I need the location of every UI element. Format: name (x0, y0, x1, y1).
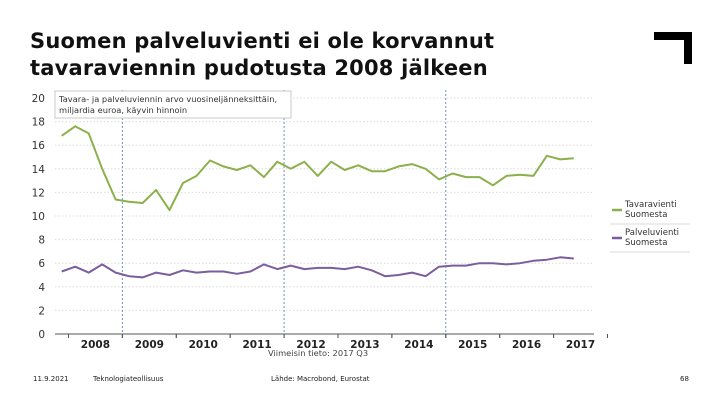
legend-label-line-2: Suomesta (625, 238, 668, 248)
y-tick-label: 16 (31, 140, 45, 153)
footer-date: 11.9.2021 (33, 375, 69, 383)
x-tick-label: 2013 (350, 339, 380, 351)
x-tick-label: 2008 (80, 339, 111, 351)
legend (610, 200, 690, 252)
chart-subtitle-box (55, 91, 291, 118)
y-tick-label: 10 (31, 211, 45, 223)
x-tick-label: 2017 (565, 339, 596, 351)
grid (55, 98, 594, 310)
footer-organization: Teknologiateollisuus (93, 375, 164, 383)
x-tick-label: 2012 (296, 339, 326, 351)
x-tick-label: 2010 (188, 339, 218, 351)
page-number: 68 (680, 375, 689, 383)
latest-data-note: Viimeisin tieto: 2017 Q3 (268, 348, 369, 358)
legend-label-line-2: Suomesta (625, 210, 668, 220)
x-tick-label: 2015 (458, 339, 488, 351)
y-tick-label: 12 (31, 187, 45, 200)
y-tick-label: 6 (38, 258, 45, 271)
y-tick-label: 0 (38, 329, 45, 341)
x-tick-label: 2011 (242, 339, 272, 351)
slide-title-line-2: tavaraviennin pudotusta 2008 jälkeen (30, 56, 488, 80)
y-tick-label: 8 (38, 234, 45, 247)
line-chart (0, 85, 720, 365)
series-line-tavaravienti (62, 126, 574, 210)
series (62, 126, 574, 277)
series-line-palveluvienti (62, 257, 574, 277)
legend-label-line-1: Tavaravienti (625, 200, 677, 210)
y-tick-label: 18 (31, 116, 45, 129)
year-separators (122, 90, 445, 334)
x-tick-label: 2014 (404, 339, 434, 351)
axes (32, 93, 608, 351)
brand-logo (654, 32, 692, 64)
y-tick-label: 14 (31, 163, 45, 176)
slide-title (30, 28, 630, 82)
y-tick-label: 4 (38, 281, 45, 294)
chart-subtitle-line-1: Tavara- ja palveluviennin arvo vuosineljänneksittäin, (59, 94, 278, 104)
x-tick-label: 2016 (512, 339, 542, 351)
slide-title-line-1: Suomen palveluvienti ei ole korvannut (30, 29, 495, 53)
footer-source: Lähde: Macrobond, Eurostat (271, 375, 370, 383)
x-tick-label: 2009 (134, 339, 164, 351)
chart-subtitle-line-2: miljardia euroa, käyvin hinnoin (59, 105, 188, 115)
legend-label-line-1: Palveluvienti (625, 228, 680, 238)
y-tick-label: 20 (31, 93, 45, 105)
y-tick-label: 2 (38, 305, 45, 318)
